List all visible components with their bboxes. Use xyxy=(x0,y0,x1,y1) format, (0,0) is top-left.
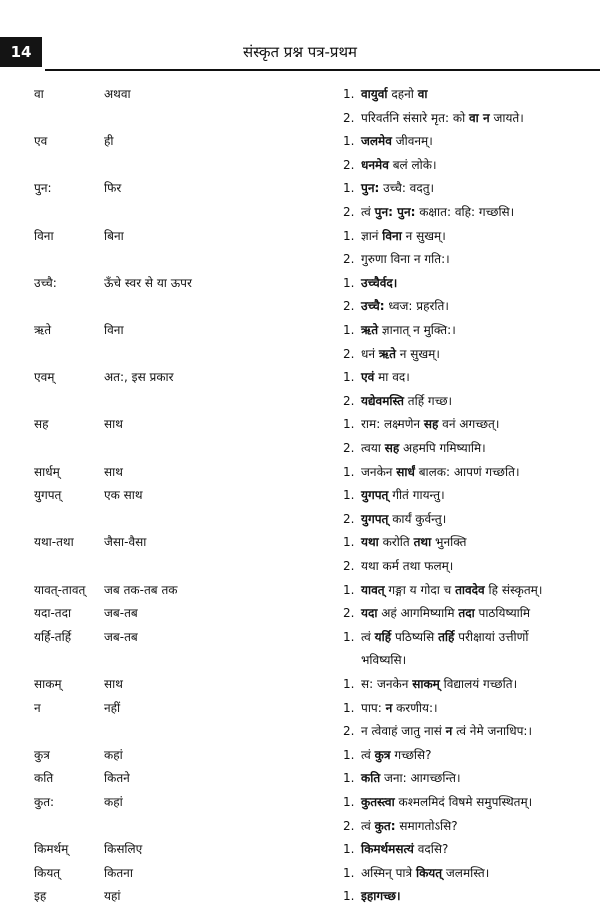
sanskrit-word: साकम् xyxy=(34,677,62,691)
sentence-text: जलमस्ति। xyxy=(442,865,490,880)
example-number: 1. xyxy=(343,228,355,243)
example-number: 1. xyxy=(343,889,355,904)
highlighted-word: उच्चै: xyxy=(361,299,385,314)
sanskrit-word: यथा-तथा xyxy=(34,535,74,550)
example-number: 2. xyxy=(343,559,355,573)
sentence-text: गच्छसि? xyxy=(390,747,432,762)
entry-line xyxy=(0,862,600,885)
example-number: 2. xyxy=(343,393,355,408)
entry-line xyxy=(0,815,600,838)
entry-line xyxy=(0,791,600,814)
sentence-text: धनं xyxy=(361,346,379,361)
highlighted-word: तर्हि xyxy=(438,629,455,644)
sanskrit-word: उच्चै: xyxy=(34,275,57,290)
entry-line xyxy=(0,838,600,861)
sentence-text: अहमपि गमिष्यामि। xyxy=(399,441,486,455)
entry-line xyxy=(0,130,600,153)
sentence-text: ध्वज: प्रहरति। xyxy=(384,299,449,314)
sentence-text: ज्ञानं xyxy=(361,228,383,243)
example-number: 1. xyxy=(343,677,355,691)
sentence-text: जायते। xyxy=(489,110,524,125)
sentence-text: त्वं नेमे जनाधिप:। xyxy=(452,724,533,739)
example-sentence xyxy=(361,744,432,767)
hindi-meaning: ही xyxy=(104,134,114,149)
entry-line xyxy=(0,697,600,720)
entry-line xyxy=(0,437,600,460)
entry-line xyxy=(0,649,600,672)
sanskrit-word: सार्धम् xyxy=(34,464,60,479)
example-sentence xyxy=(361,201,514,224)
hindi-meaning: विना xyxy=(104,323,124,337)
example-sentence xyxy=(361,838,448,861)
entry-line xyxy=(0,413,600,436)
example-number: 1. xyxy=(343,488,355,503)
sentence-text: न सुखम्। xyxy=(395,346,440,361)
sentence-text: परीक्षायां उत्तीर्णो xyxy=(454,629,529,644)
sentence-text: स: जनकेन xyxy=(361,677,413,691)
highlighted-word: यावत् xyxy=(361,582,385,597)
example-number: 2. xyxy=(343,441,355,455)
entry-line xyxy=(0,673,600,696)
highlighted-word: सह xyxy=(384,441,400,455)
entry-line xyxy=(0,272,600,295)
sentence-text: पाठयिष्यामि xyxy=(474,606,531,621)
example-number: 1. xyxy=(343,370,355,385)
sentence-text: कार्यं कुर्वन्तु। xyxy=(388,511,447,526)
entry-line xyxy=(0,390,600,413)
example-sentence xyxy=(361,461,520,484)
sanskrit-word: न xyxy=(34,700,41,715)
highlighted-word: तावदेव xyxy=(455,582,485,597)
entry-line xyxy=(0,83,600,106)
sentence-text: बालक: आपणं गच्छति। xyxy=(414,464,520,479)
sentence-text: अहं आगमिष्यामि xyxy=(377,606,459,621)
highlighted-word: यद्येवमस्ति xyxy=(361,393,404,408)
entry-line xyxy=(0,531,600,554)
entry-line xyxy=(0,154,600,177)
highlighted-word: इहागच्छ। xyxy=(361,889,401,904)
example-sentence xyxy=(361,107,524,130)
example-sentence xyxy=(361,862,489,885)
entry-line xyxy=(0,744,600,767)
sentence-text: त्वं xyxy=(361,747,375,762)
hindi-meaning: यहां xyxy=(104,889,121,904)
hindi-meaning: बिना xyxy=(104,228,124,243)
hindi-meaning: साथ xyxy=(104,677,123,691)
highlighted-word: एवं xyxy=(361,370,375,385)
page-number: 14 xyxy=(0,37,42,67)
example-number: 2. xyxy=(343,818,355,833)
sentence-text: भुनक्ति xyxy=(431,535,467,550)
hindi-meaning: कहां xyxy=(104,795,123,809)
sentence-text: अस्मिन् पात्रे xyxy=(361,865,416,880)
sentence-text: पाप: xyxy=(361,700,386,715)
hindi-meaning: जब-तब xyxy=(104,629,138,644)
example-number: 2. xyxy=(343,157,355,172)
highlighted-word: यथा xyxy=(361,535,379,550)
highlighted-word: पुन: पुन: xyxy=(374,205,416,219)
example-number: 1. xyxy=(343,535,355,550)
highlighted-word: सार्धं xyxy=(396,464,415,479)
highlighted-word: यर्हि xyxy=(374,629,392,644)
example-sentence xyxy=(361,484,445,507)
hindi-meaning: नहीं xyxy=(104,700,121,715)
example-number: 2. xyxy=(343,511,355,526)
entry-line xyxy=(0,248,600,271)
sanskrit-word: कति xyxy=(34,771,54,786)
entry-line xyxy=(0,107,600,130)
sanskrit-word: इह xyxy=(34,889,47,904)
highlighted-word: किमर्थमसत्यं xyxy=(361,842,414,857)
example-sentence xyxy=(361,225,446,248)
running-title: संस्कृत प्रश्न पत्र-प्रथम xyxy=(242,43,358,61)
sanskrit-word: किमर्थम् xyxy=(34,842,69,857)
hindi-meaning: जब तक-तब तक xyxy=(104,582,178,597)
highlighted-word: कुतस्त्वा xyxy=(361,795,395,809)
example-sentence xyxy=(361,531,466,554)
hindi-meaning: कितना xyxy=(104,865,133,880)
hindi-meaning: ऊँचे स्वर से या ऊपर xyxy=(104,275,192,290)
example-sentence xyxy=(361,555,453,578)
highlighted-word: न xyxy=(445,724,453,739)
sanskrit-word: सह xyxy=(34,417,49,432)
hindi-meaning: फिर xyxy=(104,181,122,196)
entry-line xyxy=(0,461,600,484)
entry-line xyxy=(0,767,600,790)
sentence-text: बलं लोके। xyxy=(388,157,437,172)
sentence-text: न त्वेवाहं जातु नासं xyxy=(361,724,446,739)
example-sentence xyxy=(361,295,449,318)
sentence-text: भविष्यसि। xyxy=(361,653,407,668)
highlighted-word: कुत्र xyxy=(374,747,391,762)
sanskrit-word: यर्हि-तर्हि xyxy=(34,629,72,644)
sentence-text: त्वया xyxy=(361,441,385,455)
entry-line xyxy=(0,555,600,578)
sentence-text: कश्मलमिदं विषमे समुपस्थितम्। xyxy=(394,795,533,809)
sentence-text: समागतोऽसि? xyxy=(395,818,458,833)
example-sentence xyxy=(361,579,542,602)
sentence-text: विद्यालयं गच्छति। xyxy=(439,677,518,691)
example-number: 1. xyxy=(343,700,355,715)
highlighted-word: सह xyxy=(423,417,439,432)
sanskrit-word: एव xyxy=(34,134,48,149)
sentence-text: न सुखम्। xyxy=(401,228,446,243)
entry-line xyxy=(0,366,600,389)
sanskrit-word: एवम् xyxy=(34,370,55,385)
sanskrit-word: वा xyxy=(34,87,44,101)
highlighted-word: कति xyxy=(361,771,381,786)
highlighted-word: युगपत् xyxy=(361,511,389,526)
sentence-text: परिवर्तनि संसारे मृत: को xyxy=(361,110,469,125)
sentence-text: करणीय:। xyxy=(392,700,438,715)
sentence-text: त्वं xyxy=(361,629,375,644)
example-sentence xyxy=(361,413,499,436)
sentence-text: वदसि? xyxy=(413,842,449,857)
entry-line xyxy=(0,602,600,625)
hindi-meaning: साथ xyxy=(104,464,123,479)
entry-line xyxy=(0,579,600,602)
sanskrit-word: कुत्र xyxy=(34,747,50,762)
sanskrit-word: यावत्-तावत् xyxy=(34,582,86,597)
sanskrit-word: ऋते xyxy=(34,323,52,337)
hindi-meaning: जैसा-वैसा xyxy=(104,535,147,550)
example-sentence xyxy=(361,272,397,295)
example-number: 2. xyxy=(343,724,355,739)
example-sentence xyxy=(361,885,401,908)
sentence-text: गङ्गा य गोदा च xyxy=(384,582,456,597)
sanskrit-word: कुत: xyxy=(34,795,55,809)
sentence-text: करोति xyxy=(378,535,414,550)
example-sentence xyxy=(361,720,532,743)
highlighted-word: यदा xyxy=(361,606,378,621)
example-number: 1. xyxy=(343,417,355,432)
hindi-meaning: अथवा xyxy=(104,87,131,101)
example-number: 1. xyxy=(343,747,355,762)
example-number: 1. xyxy=(343,582,355,597)
example-number: 1. xyxy=(343,181,355,196)
example-sentence xyxy=(361,177,434,200)
sentence-text: राम: लक्ष्मणेन xyxy=(361,417,424,432)
example-number: 1. xyxy=(343,865,355,880)
entry-line xyxy=(0,343,600,366)
example-number: 1. xyxy=(343,275,355,290)
example-number: 1. xyxy=(343,842,355,857)
example-number: 2. xyxy=(343,110,355,125)
example-sentence xyxy=(361,649,406,672)
sentence-text: हि संस्कृतम्। xyxy=(484,582,543,597)
sanskrit-word: विना xyxy=(34,228,54,243)
example-number: 1. xyxy=(343,87,355,101)
entry-line xyxy=(0,720,600,743)
highlighted-word: जलमेव xyxy=(361,134,392,149)
example-sentence xyxy=(361,697,438,720)
example-sentence xyxy=(361,437,486,460)
example-sentence xyxy=(361,130,433,153)
sentence-text: दहनो xyxy=(387,87,418,101)
highlighted-word: युगपत् xyxy=(361,488,389,503)
example-sentence xyxy=(361,319,456,342)
example-sentence xyxy=(361,815,458,838)
hindi-meaning: किसलिए xyxy=(104,842,143,857)
example-sentence xyxy=(361,154,437,177)
highlighted-word: उच्चैर्वद। xyxy=(361,275,398,290)
entry-line xyxy=(0,201,600,224)
sentence-text: गुरुणा विना न गति:। xyxy=(361,252,450,267)
sentence-text: त्वं xyxy=(361,205,375,219)
sentence-text: उच्चै: वदतु। xyxy=(379,181,435,196)
example-sentence xyxy=(361,508,446,531)
sentence-text: जीवनम्। xyxy=(391,134,433,149)
example-sentence xyxy=(361,673,517,696)
sanskrit-word: युगपत् xyxy=(34,488,62,503)
example-sentence xyxy=(361,83,427,106)
example-number: 1. xyxy=(343,629,355,644)
hindi-meaning: कितने xyxy=(104,771,130,786)
highlighted-word: कुत: xyxy=(374,818,396,833)
example-sentence xyxy=(361,390,452,413)
entry-line xyxy=(0,319,600,342)
entry-line xyxy=(0,225,600,248)
highlighted-word: वा न xyxy=(469,110,490,125)
entry-line xyxy=(0,484,600,507)
example-number: 2. xyxy=(343,205,355,219)
highlighted-word: तदा xyxy=(458,606,475,621)
highlighted-word: धनमेव xyxy=(361,157,389,172)
sentence-text: वनं अगच्छत्। xyxy=(438,417,500,432)
highlighted-word: वा xyxy=(417,87,428,101)
example-number: 1. xyxy=(343,134,355,149)
example-sentence xyxy=(361,366,410,389)
highlighted-word: ऋते xyxy=(361,323,379,337)
example-sentence xyxy=(361,767,461,790)
hindi-meaning: जब-तब xyxy=(104,606,138,621)
highlighted-word: विना xyxy=(382,228,402,243)
entry-line xyxy=(0,885,600,908)
sentence-text: तर्हि गच्छ। xyxy=(403,393,453,408)
example-sentence xyxy=(361,343,440,366)
hindi-meaning: साथ xyxy=(104,417,123,432)
sentence-text: गीतं गायन्तु। xyxy=(388,488,445,503)
sentence-text: जना: आगच्छन्ति। xyxy=(380,771,461,786)
sentence-text: मा वद। xyxy=(374,370,410,385)
entry-line xyxy=(0,177,600,200)
sentence-text: त्वं xyxy=(361,818,375,833)
example-number: 2. xyxy=(343,606,355,621)
highlighted-word: पुन: xyxy=(361,181,380,196)
sentence-text: यथा कर्म तथा फलम्। xyxy=(361,559,454,573)
example-sentence xyxy=(361,626,528,649)
hindi-meaning: अत:, इस प्रकार xyxy=(104,370,174,385)
example-number: 2. xyxy=(343,299,355,314)
example-number: 1. xyxy=(343,464,355,479)
example-number: 2. xyxy=(343,346,355,361)
sentence-text: पठिष्यसि xyxy=(391,629,439,644)
sanskrit-word: कियत् xyxy=(34,865,61,880)
example-number: 1. xyxy=(343,795,355,809)
example-number: 1. xyxy=(343,771,355,786)
entry-line xyxy=(0,295,600,318)
highlighted-word: वायुर्वा xyxy=(361,87,388,101)
example-number: 1. xyxy=(343,323,355,337)
sentence-text: ज्ञानात् न मुक्ति:। xyxy=(378,323,456,337)
sentence-text: कक्षात: वहि: गच्छसि। xyxy=(415,205,515,219)
sanskrit-word: पुन: xyxy=(34,181,52,196)
example-sentence xyxy=(361,248,450,271)
hindi-meaning: एक साथ xyxy=(104,488,143,503)
sanskrit-word: यदा-तदा xyxy=(34,606,72,621)
header-rule xyxy=(45,69,600,71)
sentence-text: जनकेन xyxy=(361,464,397,479)
hindi-meaning: कहां xyxy=(104,747,123,762)
highlighted-word: तथा xyxy=(413,535,432,550)
example-number: 2. xyxy=(343,252,355,267)
highlighted-word: ऋते xyxy=(378,346,396,361)
example-sentence xyxy=(361,602,530,625)
highlighted-word: कियत् xyxy=(415,865,443,880)
highlighted-word: साकम् xyxy=(412,677,440,691)
example-sentence xyxy=(361,791,532,814)
entry-line xyxy=(0,626,600,649)
entry-line xyxy=(0,508,600,531)
highlighted-word: न xyxy=(385,700,393,715)
